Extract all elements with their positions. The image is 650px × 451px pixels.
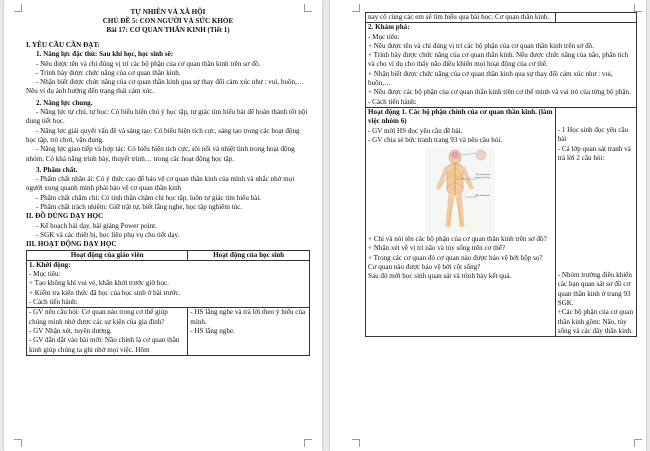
paragraph: + Tạo không khí vui vẻ, khấn khởi trước giờ học.: [29, 279, 169, 288]
paragraph: - Cách tiến hành:: [29, 298, 78, 307]
page-2-content: [365, 12, 637, 337]
table-cell: [366, 13, 556, 23]
table-cell: [188, 308, 310, 355]
crop-mark: [634, 4, 642, 12]
paragraph: - Kế hoạch bài dạy, bài giảng Power point.: [36, 221, 157, 230]
paragraph: + Trình bày được chức năng của cơ quan thần kinh. Nêu được chức năng của não, phân tích và cho ví dụ cho thấy não điều khiển mọi hoạt động của cơ thể.: [368, 51, 629, 69]
paragraph: - Phẩm chất nhân ái: Có ý thức cao để bảo vệ cơ quan thần kinh của mình và nhắc nhở mọi người xung quanh mình phải bảo vệ cơ quan thần kinh: [26, 175, 295, 193]
crop-mark: [304, 439, 312, 447]
activity-1-heading: Hoạt động 1. Các bộ phận chính của cơ quan thần kinh. (làm việc nhóm 6): [368, 107, 553, 126]
paragraph: - GV Nhận xét, tuyên dương.: [29, 326, 112, 335]
paragraph: + Kiểm tra kiến thức đã học của học sinh ở bài trước.: [29, 288, 181, 297]
document-page-2: [330, 0, 646, 451]
paragraph: - HS lắng nghe và trả lời theo ý hiểu của mình.: [190, 308, 306, 326]
explore-heading: 2. Khám phá:: [368, 23, 410, 32]
paragraph: - Nêu được tên và chỉ đúng vị trí các bộ phận của cơ quan thần kinh trên sơ đồ.: [36, 59, 261, 68]
subject-title: TỰ NHIÊN VÀ XÃ HỘI: [130, 8, 206, 16]
paragraph: - HS lắng nghe.: [190, 326, 235, 335]
section-1-3-heading: 3. Phẩm chất.: [36, 165, 78, 174]
crop-mark: [352, 439, 360, 447]
table-cell: [555, 107, 636, 336]
paragraph: - Phẩm chất chăm chỉ: Có tinh thần chăm chỉ học tập, luôn tự giác tìm hiểu bài.: [36, 193, 262, 202]
table-header-row: [27, 250, 310, 260]
activity-table: [26, 250, 310, 356]
paragraph: - Cách tiến hành:: [368, 97, 417, 106]
paragraph: - GV dẫn dắt vào bài mới: Não chính là cơ quan thần kinh giúp chúng ta ghi nhớ mọi việc. Hôm: [29, 336, 180, 354]
paragraph: - GV chia sẻ bức tranh trang 93 và nêu câu hỏi.: [368, 135, 503, 144]
table-row: [366, 13, 637, 23]
paragraph: - Năng lực giải quyết vấn đề và sáng tạo: Có biểu hiện tích cực, sáng tạo trong các hoạt động học tập, trò chơi, vận dụng.: [26, 126, 300, 144]
paragraph: - SGK và các thiết bị, học liệu phụ vụ cho tiết dạy.: [36, 230, 180, 239]
paragraph: Sau đó mời học sinh quan sát và trình bày kết quả.: [368, 272, 512, 281]
paragraph: - Mục tiêu:: [29, 270, 61, 279]
paragraph: - Cả lớp quan sát tranh và trả lời 2 câu hỏi:: [557, 144, 631, 162]
table-cell: [27, 308, 188, 355]
section-1-2-heading: 2. Năng lực chung.: [36, 98, 93, 107]
paragraph: + Nêu được tên và chỉ đúng vị trí các bộ phận của cơ quan thần kinh trên sơ đồ.: [368, 41, 594, 50]
page-1-content: [26, 8, 310, 356]
activity-table-continued: [365, 12, 637, 337]
crop-mark: [14, 439, 22, 447]
nervous-system-illustration: [425, 147, 495, 233]
paragraph: nay cô cùng các em sẽ tìm hiểu qua bài học: Cơ quan thần kinh.: [368, 13, 550, 21]
paragraph: + Nêu được các bộ phận của cơ quan thần kinh trên cơ thể mình và vai trò của từng bộ phận.: [368, 88, 631, 97]
paragraph: + Nhận xét về vị trí não và tủy sống trên cơ thể?: [368, 244, 505, 253]
document-page-1: [4, 0, 322, 451]
paragraph: + Nhận biết được chức năng của cơ quan thần kinh qua sự thay đổi cảm xúc như : vui, buồn,…: [368, 69, 613, 88]
paragraph: - GV mời HS đọc yêu cầu đề bài.: [368, 126, 463, 135]
figure-label: Dây thần kinh: [475, 194, 490, 198]
section-1-heading: I. YÊU CẦU CẦN ĐẠT:: [26, 41, 100, 49]
paragraph: - Nhóm trưởng điều khiển các bạn quan sát sơ đồ cơ quan thần kinh ở trang 93 SGK.: [557, 271, 632, 308]
paragraph: - 1 Học sinh đọc yêu cầu bài: [557, 125, 629, 144]
column-header-student: Hoạt động của học sinh: [188, 250, 310, 260]
paragraph: - Năng lực giao tiếp và hợp tác: Có biểu hiện tích cực, sôi nổi và nhiệt tình trong hoạt động nhóm. Có khả năng trình bày, thuyết trình… trong các hoạt động học tập.: [26, 145, 295, 163]
table-cell: [555, 13, 636, 23]
paragraph: - GV nêu câu hỏi: Cơ quan nào trong cơ thể giúp chúng mình nhớ được các sự kiện của gia đình?: [29, 308, 168, 326]
table-cell: [366, 107, 556, 336]
table-row: [366, 23, 637, 108]
warmup-heading: 1. Khởi động:: [29, 260, 71, 269]
column-header-teacher: Hoạt động của giáo viên: [27, 250, 188, 260]
paragraph: - Phẩm chất trách nhiệm: Giữ trật tự, biết lắng nghe, học tập nghiêm túc.: [36, 203, 243, 212]
table-cell: [366, 23, 637, 108]
table-cell: [27, 260, 310, 307]
paragraph: +Các bộ phận của cơ quan thần kinh gồm: Não, tủy sống và các dây thần kinh.: [557, 308, 633, 335]
paragraph: - Mục tiêu:: [368, 32, 400, 41]
topic-title: CHỦ ĐỀ 5: CON NGƯỜI VÀ SỨC KHỎE: [102, 17, 234, 25]
figure-label: Tủy sống nằm trong cột sống: [475, 173, 490, 180]
section-2-heading: II. ĐỒ DÙNG DẠY HỌC: [26, 212, 104, 221]
paragraph: - Nhận biết được chức năng của cơ quan thần kinh qua sự thay đổi cảm xúc như : vui, buồn,… Nêu ví dụ ảnh hưởng đến trạng thái cảm xúc.: [26, 78, 304, 96]
crop-mark: [352, 4, 360, 12]
paragraph: - Năng lực tự chủ, tự học: Có biểu hiện chú ý học tập, tự giác tìm hiểu bài để hoàn thành tốt nội dung tiết học.: [26, 108, 308, 126]
nervous-system-diagram: [425, 147, 495, 233]
section-3-heading: III. HOẠT ĐỘNG DẠY HỌC: [26, 240, 117, 249]
lesson-title: Bài 17: CƠ QUAN THẦN KINH (Tiết 1): [106, 26, 230, 34]
section-1-1-heading: 1. Năng lực đặc thù: Sau khi học, học sinh sẽ:: [36, 50, 174, 59]
crop-mark: [634, 439, 642, 447]
paragraph: - Trình bày được chức năng của cơ quan thần kinh.: [36, 68, 181, 77]
paragraph: + Trong các cơ quan đó cơ quan nào được bảo vệ bởi hộp sọ? Cơ quan nào được bảo vệ bởi cột sống?: [368, 253, 543, 272]
crop-mark: [14, 4, 22, 12]
table-row: [27, 260, 310, 307]
paragraph: + Chỉ và nói tên các bộ phận của cơ quan thần kinh trên sơ đồ?: [368, 235, 547, 244]
table-row: [27, 308, 310, 355]
table-row: [366, 107, 637, 336]
